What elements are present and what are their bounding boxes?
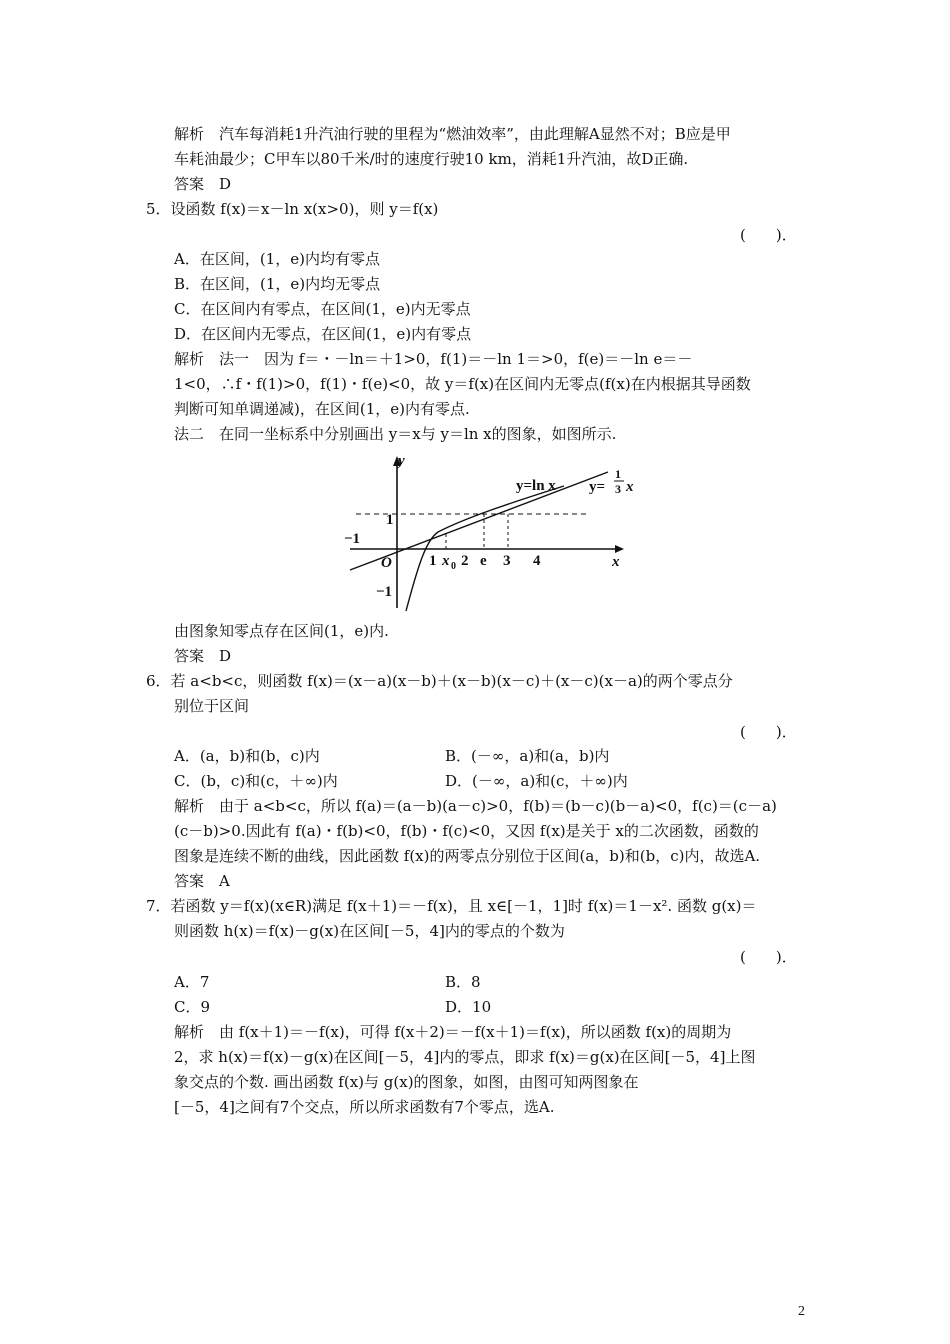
solution-line: 解析 由于 a<b<c，所以 f(a)＝(a－b)(a－c)>0，f(b)＝(b－c)(b－a)<0，f(c)＝(c－a) bbox=[174, 797, 777, 815]
tick-4: 4 bbox=[533, 553, 541, 569]
answer-line: 答案 D bbox=[174, 175, 232, 193]
option-c: C．9 bbox=[174, 998, 211, 1016]
tick-e: e bbox=[480, 553, 487, 569]
tick-x0-sub: 0 bbox=[451, 561, 456, 572]
option-d: D．(－∞，a)和(c，＋∞)内 bbox=[445, 772, 628, 790]
third-label-den: 3 bbox=[615, 482, 621, 496]
question-6-stem-cont: 别位于区间 bbox=[174, 697, 250, 715]
solution-line: 解析 由 f(x＋1)＝－f(x)，可得 f(x＋2)＝－f(x＋1)＝f(x)，所以函数 f(x)的周期为 bbox=[174, 1023, 732, 1041]
option-d: D．在区间内无零点，在区间(1，e)内有零点 bbox=[174, 325, 472, 343]
solution-line: 判断可知单调递减)，在区间(1，e)内有零点. bbox=[174, 400, 470, 418]
question-5-stem: 5．设函数 f(x)＝x－ln x(x>0)，则 y＝f(x) bbox=[146, 200, 439, 218]
solution-line: 图象是连续不断的曲线，因此函数 f(x)的两零点分别位于区间(a，b)和(b，c)内，故选A. bbox=[174, 847, 761, 865]
page-number: 2 bbox=[798, 1304, 805, 1319]
option-b: B．(－∞，a)和(a，b)内 bbox=[445, 747, 610, 765]
option-d: D．10 bbox=[445, 998, 492, 1016]
answer-blank: ( )． bbox=[740, 948, 797, 966]
answer-blank: ( )． bbox=[740, 226, 797, 244]
lnx-label: y=ln x bbox=[516, 478, 556, 494]
option-a: A．(a，b)和(b，c)内 bbox=[174, 747, 320, 765]
origin-label: O bbox=[381, 555, 392, 571]
option-c: C．在区间内有零点，在区间(1，e)内无零点 bbox=[174, 300, 471, 318]
tick-neg1-y: −1 bbox=[376, 584, 393, 600]
text-line: 由图象知零点存在区间(1，e)内. bbox=[174, 622, 389, 640]
answer-line: 答案 D bbox=[174, 647, 232, 665]
option-a: A．在区间，(1，e)内均有零点 bbox=[174, 250, 380, 268]
answer-line: 答案 A bbox=[174, 872, 230, 890]
tick-3: 3 bbox=[503, 553, 511, 569]
solution-line: (c－b)>0.因此有 f(a)・f(b)<0，f(b)・f(c)<0，又因 f(x)是关于 x的二次函数，函数的 bbox=[174, 822, 759, 840]
function-graph bbox=[340, 448, 640, 613]
option-a: A．7 bbox=[174, 973, 210, 991]
text-line: 车耗油最少；C甲车以80千米/时的速度行驶10 km，消耗1升汽油，故D正确. bbox=[174, 150, 689, 168]
solution-line: 1<0，∴f・f(1)>0，f(1)・f(e)<0，故 y＝f(x)在区间内无零点(f(x)在内根据其导函数 bbox=[174, 375, 751, 393]
solution-line: 象交点的个数. 画出函数 f(x)与 g(x)的图象，如图，由图可知两图象在 bbox=[174, 1073, 639, 1091]
question-7-stem: 7．若函数 y＝f(x)(x∈R)满足 f(x＋1)＝－f(x)，且 x∈[－1，1]时 f(x)＝1－x². 函数 g(x)＝ bbox=[146, 897, 757, 915]
third-label-y: y= bbox=[589, 479, 606, 495]
option-b: B．在区间，(1，e)内均无零点 bbox=[174, 275, 381, 293]
question-6-stem: 6．若 a<b<c，则函数 f(x)＝(x－a)(x－b)＋(x－b)(x－c)＋(x－c)(x－a)的两个零点分 bbox=[146, 672, 733, 690]
tick-2: 2 bbox=[461, 553, 469, 569]
solution-line: 法二 在同一坐标系中分别画出 y＝x与 y＝ln x的图象，如图所示. bbox=[174, 425, 617, 443]
third-label-x: x bbox=[626, 479, 634, 495]
third-label-num: 1 bbox=[615, 467, 621, 481]
x-axis-label: x bbox=[612, 554, 620, 570]
tick-neg1-x: −1 bbox=[344, 531, 361, 547]
answer-blank: ( )． bbox=[740, 723, 797, 741]
y-axis-label: y bbox=[398, 453, 405, 469]
option-c: C．(b，c)和(c，＋∞)内 bbox=[174, 772, 338, 790]
text-line: 解析 汽车每消耗1升汽油行驶的里程为“燃油效率”，由此理解A显然不对；B应是甲 bbox=[174, 125, 731, 143]
solution-line: [－5，4]之间有7个交点，所以所求函数有7个零点，选A. bbox=[174, 1098, 555, 1116]
tick-x0: x bbox=[442, 553, 450, 569]
solution-line: 解析 法一 因为 f＝・－ln＝＋1>0，f(1)＝－ln 1＝>0，f(e)＝－ln e＝－ bbox=[174, 350, 693, 368]
option-b: B．8 bbox=[445, 973, 481, 991]
tick-1-y: 1 bbox=[386, 512, 394, 528]
tick-1: 1 bbox=[429, 553, 437, 569]
solution-line: 2，求 h(x)＝f(x)－g(x)在区间[－5，4]内的零点，即求 f(x)＝g(x)在区间[－5，4]上图 bbox=[174, 1048, 756, 1066]
question-7-stem-cont: 则函数 h(x)＝f(x)－g(x)在区间[－5，4]内的零点的个数为 bbox=[174, 922, 565, 940]
x-axis-arrow bbox=[615, 545, 624, 553]
